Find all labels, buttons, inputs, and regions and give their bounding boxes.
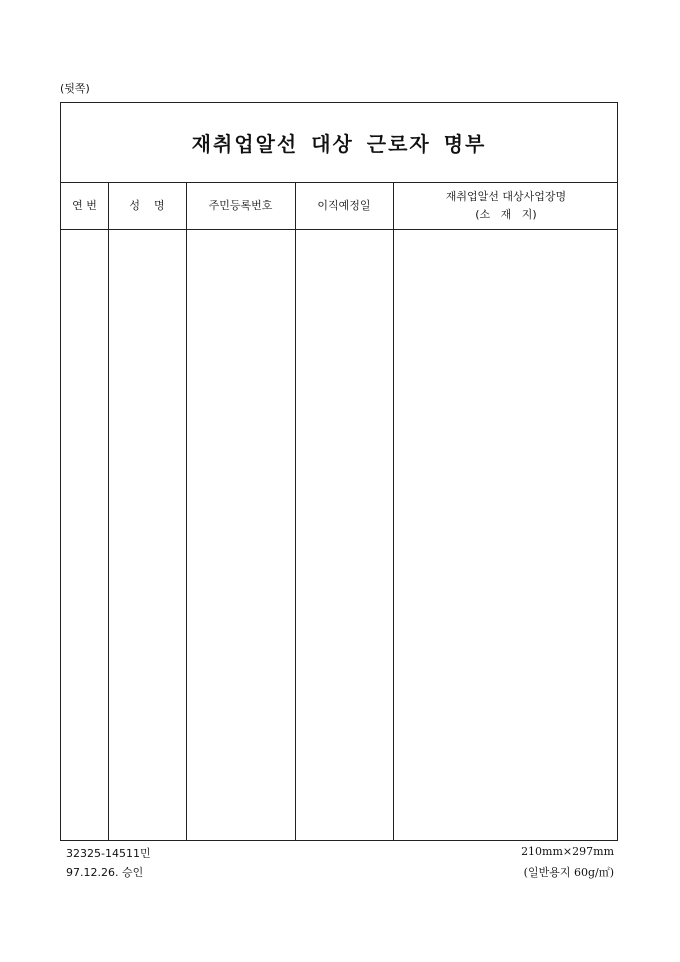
paper-type: (일반용지 60g/㎡) [523, 866, 614, 879]
header-leave-date [295, 183, 393, 229]
title-area [61, 103, 617, 182]
column-divider-2 [186, 182, 187, 840]
header-resident-number [186, 183, 295, 229]
header-resident-number-label: 주민등록번호 [208, 199, 273, 212]
header-leave-date-label: 이직예정일 [317, 199, 371, 212]
header-workplace-label: 재취업알선 대상사업장명 [445, 190, 567, 203]
form-title: 재취업알선 대상 근로자 명부 [191, 132, 487, 156]
form-code: 32325-14511민 [66, 847, 151, 860]
column-divider-1 [108, 182, 109, 840]
header-workplace-sublabel: (소 재 지) [475, 208, 537, 221]
header-workplace [393, 183, 619, 229]
header-name-label: 성 명 [129, 199, 165, 212]
header-serial-number [61, 183, 108, 229]
roster-form [60, 102, 618, 841]
page-side-label: (뒷쪽) [60, 82, 90, 95]
paper-size: 210mm×297mm [521, 845, 614, 858]
header-divider [61, 229, 617, 230]
header-serial-number-label: 연 번 [72, 199, 97, 212]
header-name [108, 183, 186, 229]
approval-date: 97.12.26. 승인 [66, 866, 144, 879]
column-divider-3 [295, 182, 296, 840]
column-divider-4 [393, 182, 394, 840]
